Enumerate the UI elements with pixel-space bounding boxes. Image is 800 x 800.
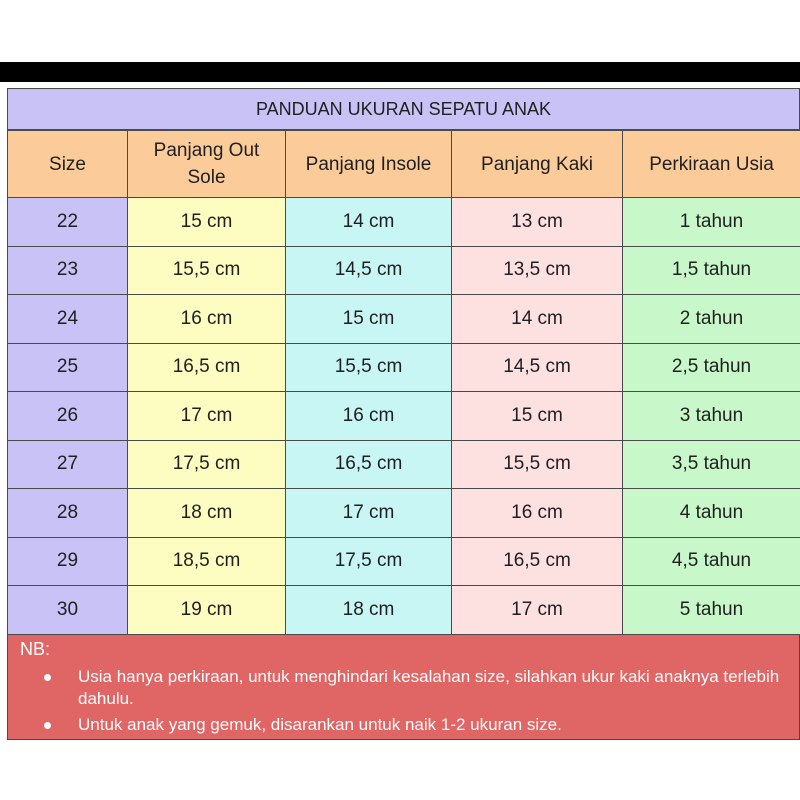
notes-panel: [7, 635, 800, 740]
table-row: [8, 198, 800, 247]
table-row: [8, 440, 800, 489]
cell-size: 30: [8, 586, 128, 635]
cell-kaki: 14 cm: [452, 295, 623, 344]
cell-size: 23: [8, 246, 128, 295]
table-row: [8, 489, 800, 538]
cell-outsole: 15,5 cm: [128, 246, 286, 295]
table-row: [8, 586, 800, 635]
cell-usia: 2 tahun: [623, 295, 800, 344]
cell-usia: 4,5 tahun: [623, 537, 800, 586]
bullet-icon: [44, 674, 51, 681]
top-black-bar: [0, 62, 800, 82]
note-text: Usia hanya perkiraan, untuk menghindari kesalahan size, silahkan ukur kaki anaknya terlebih dahulu.: [78, 666, 780, 708]
cell-usia: 2,5 tahun: [623, 343, 800, 392]
cell-usia: 1,5 tahun: [623, 246, 800, 295]
cell-usia: 1 tahun: [623, 198, 800, 247]
cell-usia: 3 tahun: [623, 392, 800, 441]
note-item: [78, 714, 787, 736]
cell-kaki: 16,5 cm: [452, 537, 623, 586]
cell-kaki: 13,5 cm: [452, 246, 623, 295]
cell-usia: 3,5 tahun: [623, 440, 800, 489]
cell-size: 25: [8, 343, 128, 392]
cell-insole: 17 cm: [286, 489, 452, 538]
cell-size: 22: [8, 198, 128, 247]
cell-kaki: 15 cm: [452, 392, 623, 441]
table-row: [8, 343, 800, 392]
cell-insole: 16,5 cm: [286, 440, 452, 489]
cell-insole: 18 cm: [286, 586, 452, 635]
cell-insole: 16 cm: [286, 392, 452, 441]
cell-insole: 14,5 cm: [286, 246, 452, 295]
notes-list: [20, 666, 787, 736]
cell-insole: 15,5 cm: [286, 343, 452, 392]
cell-outsole: 16 cm: [128, 295, 286, 344]
cell-size: 24: [8, 295, 128, 344]
notes-label: NB:: [20, 638, 51, 659]
cell-usia: 4 tahun: [623, 489, 800, 538]
cell-outsole: 16,5 cm: [128, 343, 286, 392]
cell-kaki: 16 cm: [452, 489, 623, 538]
bullet-icon: [44, 722, 51, 729]
cell-outsole: 18,5 cm: [128, 537, 286, 586]
header-insole: Panjang Insole: [286, 131, 452, 198]
cell-outsole: 19 cm: [128, 586, 286, 635]
cell-insole: 15 cm: [286, 295, 452, 344]
table-row: [8, 246, 800, 295]
cell-outsole: 17 cm: [128, 392, 286, 441]
cell-kaki: 14,5 cm: [452, 343, 623, 392]
table-row: [8, 295, 800, 344]
header-row: [8, 131, 800, 198]
table-title: PANDUAN UKURAN SEPATU ANAK: [7, 88, 800, 130]
cell-outsole: 17,5 cm: [128, 440, 286, 489]
cell-size: 26: [8, 392, 128, 441]
cell-size: 29: [8, 537, 128, 586]
header-kaki: Panjang Kaki: [452, 131, 623, 198]
cell-insole: 17,5 cm: [286, 537, 452, 586]
note-item: [78, 666, 787, 710]
cell-kaki: 17 cm: [452, 586, 623, 635]
size-guide-sheet: [7, 88, 800, 740]
cell-outsole: 15 cm: [128, 198, 286, 247]
cell-size: 27: [8, 440, 128, 489]
cell-size: 28: [8, 489, 128, 538]
cell-kaki: 15,5 cm: [452, 440, 623, 489]
size-table: [7, 130, 800, 635]
cell-kaki: 13 cm: [452, 198, 623, 247]
cell-insole: 14 cm: [286, 198, 452, 247]
header-size: Size: [8, 131, 128, 198]
table-row: [8, 537, 800, 586]
cell-outsole: 18 cm: [128, 489, 286, 538]
cell-usia: 5 tahun: [623, 586, 800, 635]
header-outsole: Panjang Out Sole: [128, 131, 286, 198]
header-usia: Perkiraan Usia: [623, 131, 800, 198]
note-text: Untuk anak yang gemuk, disarankan untuk naik 1-2 ukuran size.: [78, 714, 562, 734]
table-row: [8, 392, 800, 441]
